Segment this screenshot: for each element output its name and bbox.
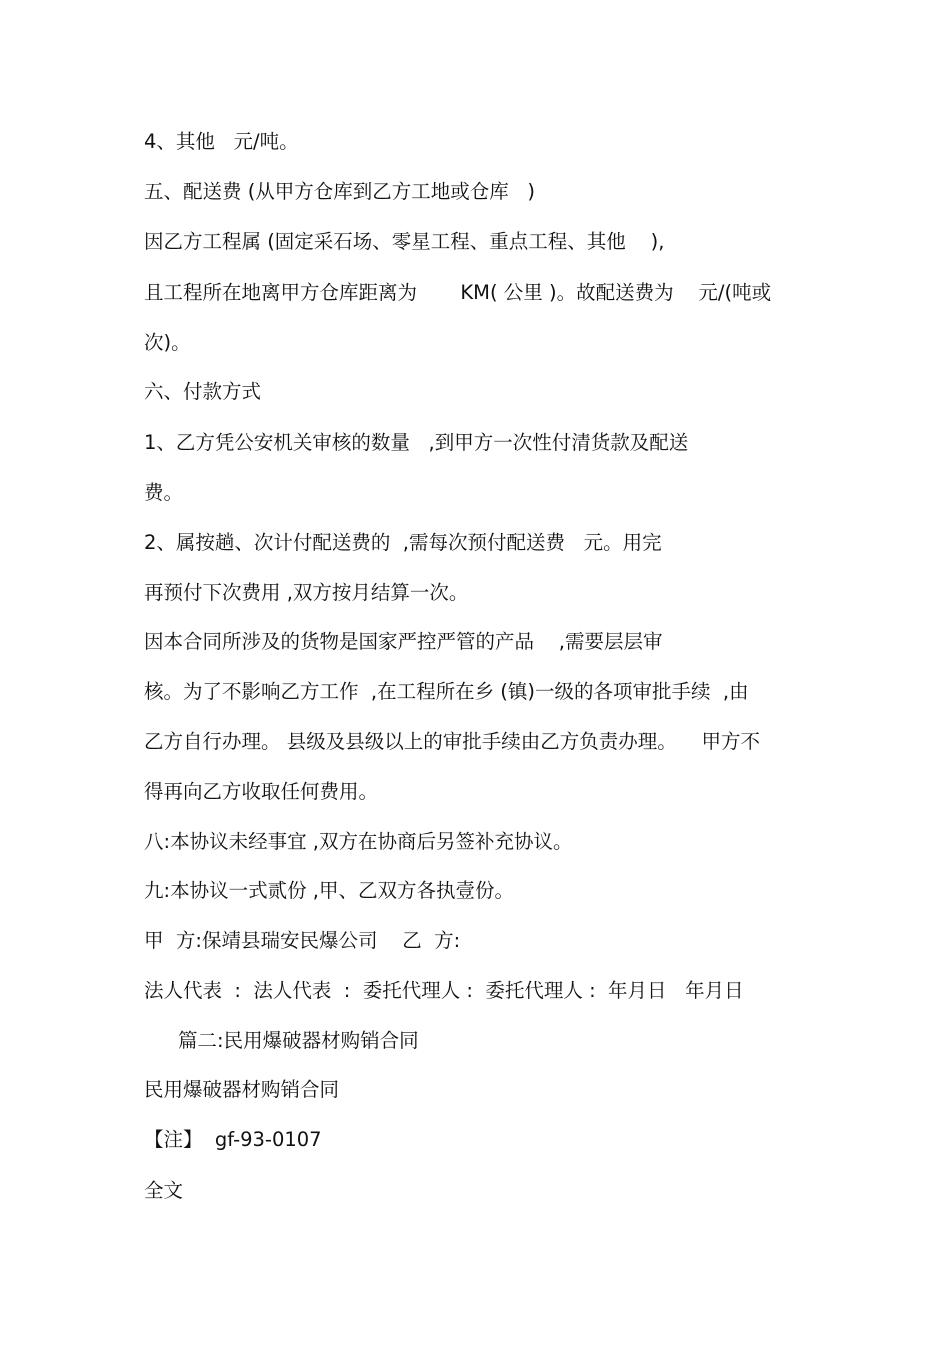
text-line-project-type: 因乙方工程属 (固定采石场、零星工程、重点工程、其他 ), <box>144 230 665 253</box>
text-line-payment-2: 2、属按趟、次计付配送费的 ,需每次预付配送费 元。用完 <box>144 531 662 554</box>
text-line-controlled-goods: 因本合同所涉及的货物是国家严控严管的产品 ,需要层层审 <box>144 630 663 653</box>
text-line-payment-1-cont: 费。 <box>144 481 184 504</box>
text-line-approval: 核。为了不影响乙方工作 ,在工程所在乡 (镇)一级的各项审批手续 ,由 <box>144 680 749 703</box>
text-line-no-fees: 得再向乙方收取任何费用。 <box>144 780 379 803</box>
text-line-distance-cont: 次)。 <box>144 331 191 354</box>
text-line-payment-2-cont: 再预付下次费用 ,双方按月结算一次。 <box>144 581 469 604</box>
text-line-contract-title: 民用爆破器材购销合同 <box>144 1078 340 1101</box>
text-line-section-eight: 八:本协议未经事宜 ,双方在协商后另签补充协议。 <box>144 830 573 853</box>
text-line-signatures: 法人代表 : 法人代表 : 委托代理人 : 委托代理人 : 年月日 年月日 <box>144 979 744 1002</box>
text-line-payment-1: 1、乙方凭公安机关审核的数量 ,到甲方一次性付清货款及配送 <box>144 431 689 454</box>
text-line-part-two-heading: 篇二:民用爆破器材购销合同 <box>178 1029 419 1052</box>
text-line-section-nine: 九:本协议一式贰份 ,甲、乙双方各执壹份。 <box>144 879 514 902</box>
text-line-parties: 甲 方:保靖县瑞安民爆公司 乙 方: <box>144 929 461 952</box>
text-line-note-code: 【注】 gf-93-0107 <box>144 1128 322 1151</box>
text-line-distance: 且工程所在地离甲方仓库距离为 KM( 公里 )。故配送费为 元/(吨或 <box>144 281 772 304</box>
text-line-section-delivery-fee: 五、配送费 (从甲方仓库到乙方工地或仓库 ) <box>144 180 536 203</box>
text-line-full-text: 全文 <box>144 1179 184 1202</box>
text-line-approval-cont: 乙方自行办理。 县级及县级以上的审批手续由乙方负责办理。 甲方不 <box>144 730 760 753</box>
text-line-other-price: 4、其他 元/吨。 <box>144 130 299 153</box>
text-line-section-payment: 六、付款方式 <box>144 380 262 403</box>
